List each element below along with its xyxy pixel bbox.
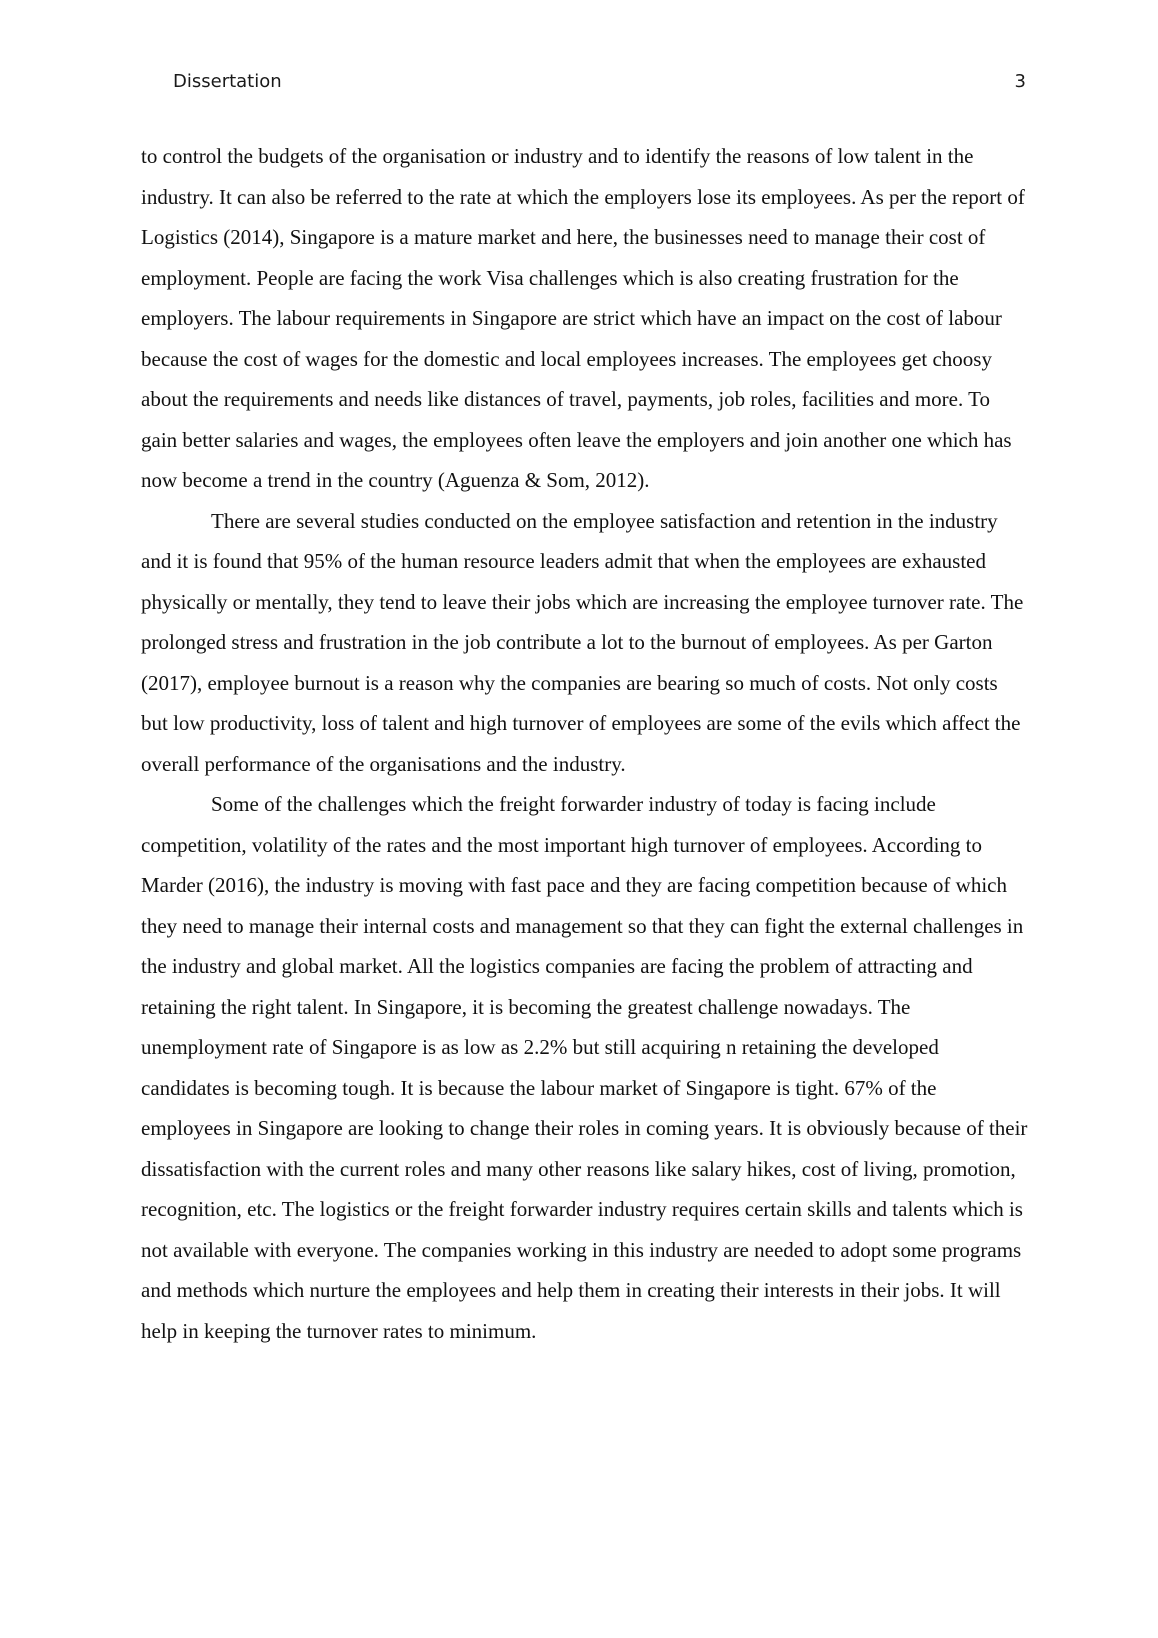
- running-head-title: Dissertation: [173, 71, 282, 92]
- paragraph-3: Some of the challenges which the freight forwarder industry of today is facing include competition, volatility of the rates and the most important high turnover of employees. According to Marder (2016), the industry is moving with fast pace and they are facing competition because of which they need to manage their internal costs and management so that they can fight the external challenges in the industry and global market. All the logistics companies are facing the problem of attracting and retaining the right talent. In Singapore, it is becoming the greatest challenge nowadays. The unemployment rate of Singapore is as low as 2.2% but still acquiring n retaining the developed candidates is becoming tough. It is because the labour market of Singapore is tight. 67% of the employees in Singapore are looking to change their roles in coming years. It is obviously because of their dissatisfaction with the current roles and many other reasons like salary hikes, cost of living, promotion, recognition, etc. The logistics or the freight forwarder industry requires certain skills and talents which is not available with everyone. The companies working in this industry are needed to adopt some programs and methods which nurture the employees and help them in creating their interests in their jobs. It will help in keeping the turnover rates to minimum.: [141, 792, 1028, 1343]
- paragraph-1: to control the budgets of the organisation or industry and to identify the reasons of low talent in the industry. It can also be referred to the rate at which the employers lose its employees. As per the report of Logistics (2014), Singapore is a mature market and here, the businesses need to manage their cost of employment. People are facing the work Visa challenges which is also creating frustration for the employers. The labour requirements in Singapore are strict which have an impact on the cost of labour because the cost of wages for the domestic and local employees increases. The employees get choosy about the requirements and needs like distances of travel, payments, job roles, facilities and more. To gain better salaries and wages, the employees often leave the employers and join another one which has now become a trend in the country (Aguenza & Som, 2012).: [141, 144, 1025, 492]
- paragraph-2: There are several studies conducted on the employee satisfaction and retention in the industry and it is found that 95% of the human resource leaders admit that when the employees are exhausted physically or mentally, they tend to leave their jobs which are increasing the employee turnover rate. The prolonged stress and frustration in the job contribute a lot to the burnout of employees. As per Garton (2017), employee burnout is a reason why the companies are bearing so much of costs. Not only costs but low productivity, loss of talent and high turnover of employees are some of the evils which affect the overall performance of the organisations and the industry.: [141, 508, 1024, 776]
- body-text: [141, 136, 1028, 1351]
- page-number: 3: [1014, 71, 1026, 92]
